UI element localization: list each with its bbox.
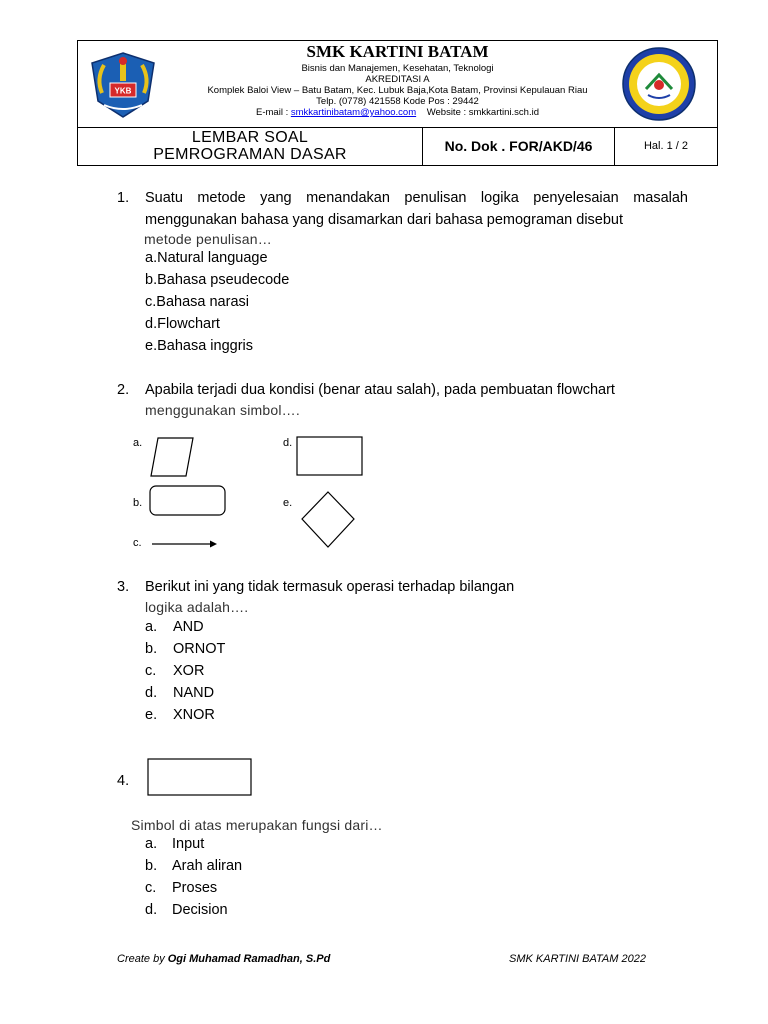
diamond-symbol (300, 490, 356, 550)
option-d (145, 316, 220, 332)
document-header (77, 40, 718, 166)
parallelogram-symbol (148, 436, 196, 478)
option-text: Bahasa inggris (157, 338, 254, 354)
option-text: Flowchart (157, 316, 220, 332)
option-e (145, 707, 215, 723)
option-letter: d. (145, 316, 158, 332)
header-bottom (78, 127, 717, 165)
option-c (145, 663, 204, 679)
option-letter: a. (145, 250, 158, 266)
title-cell (78, 127, 423, 165)
question-continuation: logika adalah…. (145, 599, 249, 615)
option-letter: b. (145, 272, 158, 288)
question-number: 4. (117, 773, 130, 789)
option-text: Input (172, 836, 205, 852)
header-line-2: AKREDITASI A (365, 74, 430, 85)
question-number: 2. (117, 382, 130, 398)
option-letter: a. (145, 836, 158, 852)
website-text: Website : smkkartini.sch.id (426, 107, 539, 118)
page-number: Hal. 1 / 2 (643, 140, 689, 152)
email-label: E-mail : (256, 107, 291, 118)
doc-number-cell (423, 127, 615, 165)
school-round-seal-logo (618, 45, 700, 123)
option-c (145, 880, 217, 896)
doc-number: No. Dok . FOR/AKD/46 (444, 138, 593, 154)
question-text: Berikut ini yang tidak termasuk operasi terhadap bilangan (145, 579, 515, 595)
option-letter: c. (145, 294, 157, 310)
rounded-rectangle-symbol (149, 485, 227, 517)
email-link[interactable]: smkkartinibatam@yahoo.com (290, 107, 417, 118)
header-line-3: Komplek Baloi View – Batu Batam, Kec. Lubuk Baja,Kota Batam, Provinsi Kepulauan Riau (207, 85, 588, 96)
option-d (145, 685, 214, 701)
footer-school-year: SMK KARTINI BATAM 2022 (509, 953, 646, 965)
option-text: NAND (173, 685, 215, 701)
sheet-title: LEMBAR SOAL (191, 129, 309, 146)
created-by-label: Create by (117, 953, 168, 965)
option-text: ORNOT (173, 641, 226, 657)
rectangle-symbol (296, 436, 364, 478)
question-continuation: menggunakan simbol…. (145, 402, 300, 418)
option-letter: d. (145, 685, 158, 701)
option-d-label: d. (283, 437, 293, 449)
option-a (145, 619, 204, 635)
option-text: AND (173, 619, 204, 635)
rectangle-symbol (147, 758, 253, 798)
option-text: Natural language (157, 250, 268, 266)
header-line-4: Telp. (0778) 421558 Kode Pos : 29442 (316, 96, 479, 107)
option-e (145, 338, 253, 354)
header-line-1: Bisnis dan Manajemen, Kesehatan, Teknologi (301, 63, 494, 74)
option-a (145, 836, 204, 852)
option-text: Bahasa pseudecode (157, 272, 290, 288)
option-letter: b. (145, 641, 158, 657)
arrow-symbol (150, 538, 218, 550)
option-letter: c. (145, 880, 157, 896)
option-letter: b. (145, 858, 158, 874)
option-c (145, 294, 249, 310)
option-letter: d. (145, 902, 158, 918)
option-text: XOR (173, 663, 205, 679)
option-text: XNOR (173, 707, 215, 723)
header-top (78, 41, 717, 128)
question-number: 3. (117, 579, 130, 595)
option-text: Decision (172, 902, 228, 918)
option-text: Arah aliran (172, 858, 243, 874)
option-text: Proses (172, 880, 218, 896)
option-text: Bahasa narasi (156, 294, 249, 310)
logo-ykb-text: YKB (114, 86, 132, 96)
option-d (145, 902, 228, 918)
subject-title: PEMROGRAMAN DASAR (153, 146, 347, 163)
footer-author (117, 953, 330, 965)
option-b-label: b. (133, 497, 143, 509)
option-b (145, 272, 289, 288)
option-letter: c. (145, 663, 157, 679)
option-b (145, 641, 225, 657)
question-continuation: Simbol di atas merupakan fungsi dari… (131, 817, 383, 833)
option-c-label: c. (133, 537, 142, 549)
page-cell (615, 127, 717, 165)
question-text: Suatu metode yang menandakan penulisan logika penyelesaian masalah menggunakan bahasa yang disamarkan dari bahasa pemograman disebut (145, 190, 688, 228)
option-letter: e. (145, 338, 158, 354)
option-letter: a. (145, 619, 158, 635)
school-name: SMK KARTINI BATAM (306, 42, 489, 61)
option-letter: e. (145, 707, 158, 723)
option-b (145, 858, 242, 874)
option-a-label: a. (133, 437, 143, 449)
question-text: Apabila terjadi dua kondisi (benar atau salah), pada pembuatan flowchart (145, 382, 615, 398)
question-continuation: metode penulisan… (144, 231, 272, 247)
option-e-label: e. (283, 497, 293, 509)
author-name: Ogi Muhamad Ramadhan, S.Pd (167, 953, 331, 965)
question-number: 1. (117, 190, 130, 206)
option-a (145, 250, 268, 266)
